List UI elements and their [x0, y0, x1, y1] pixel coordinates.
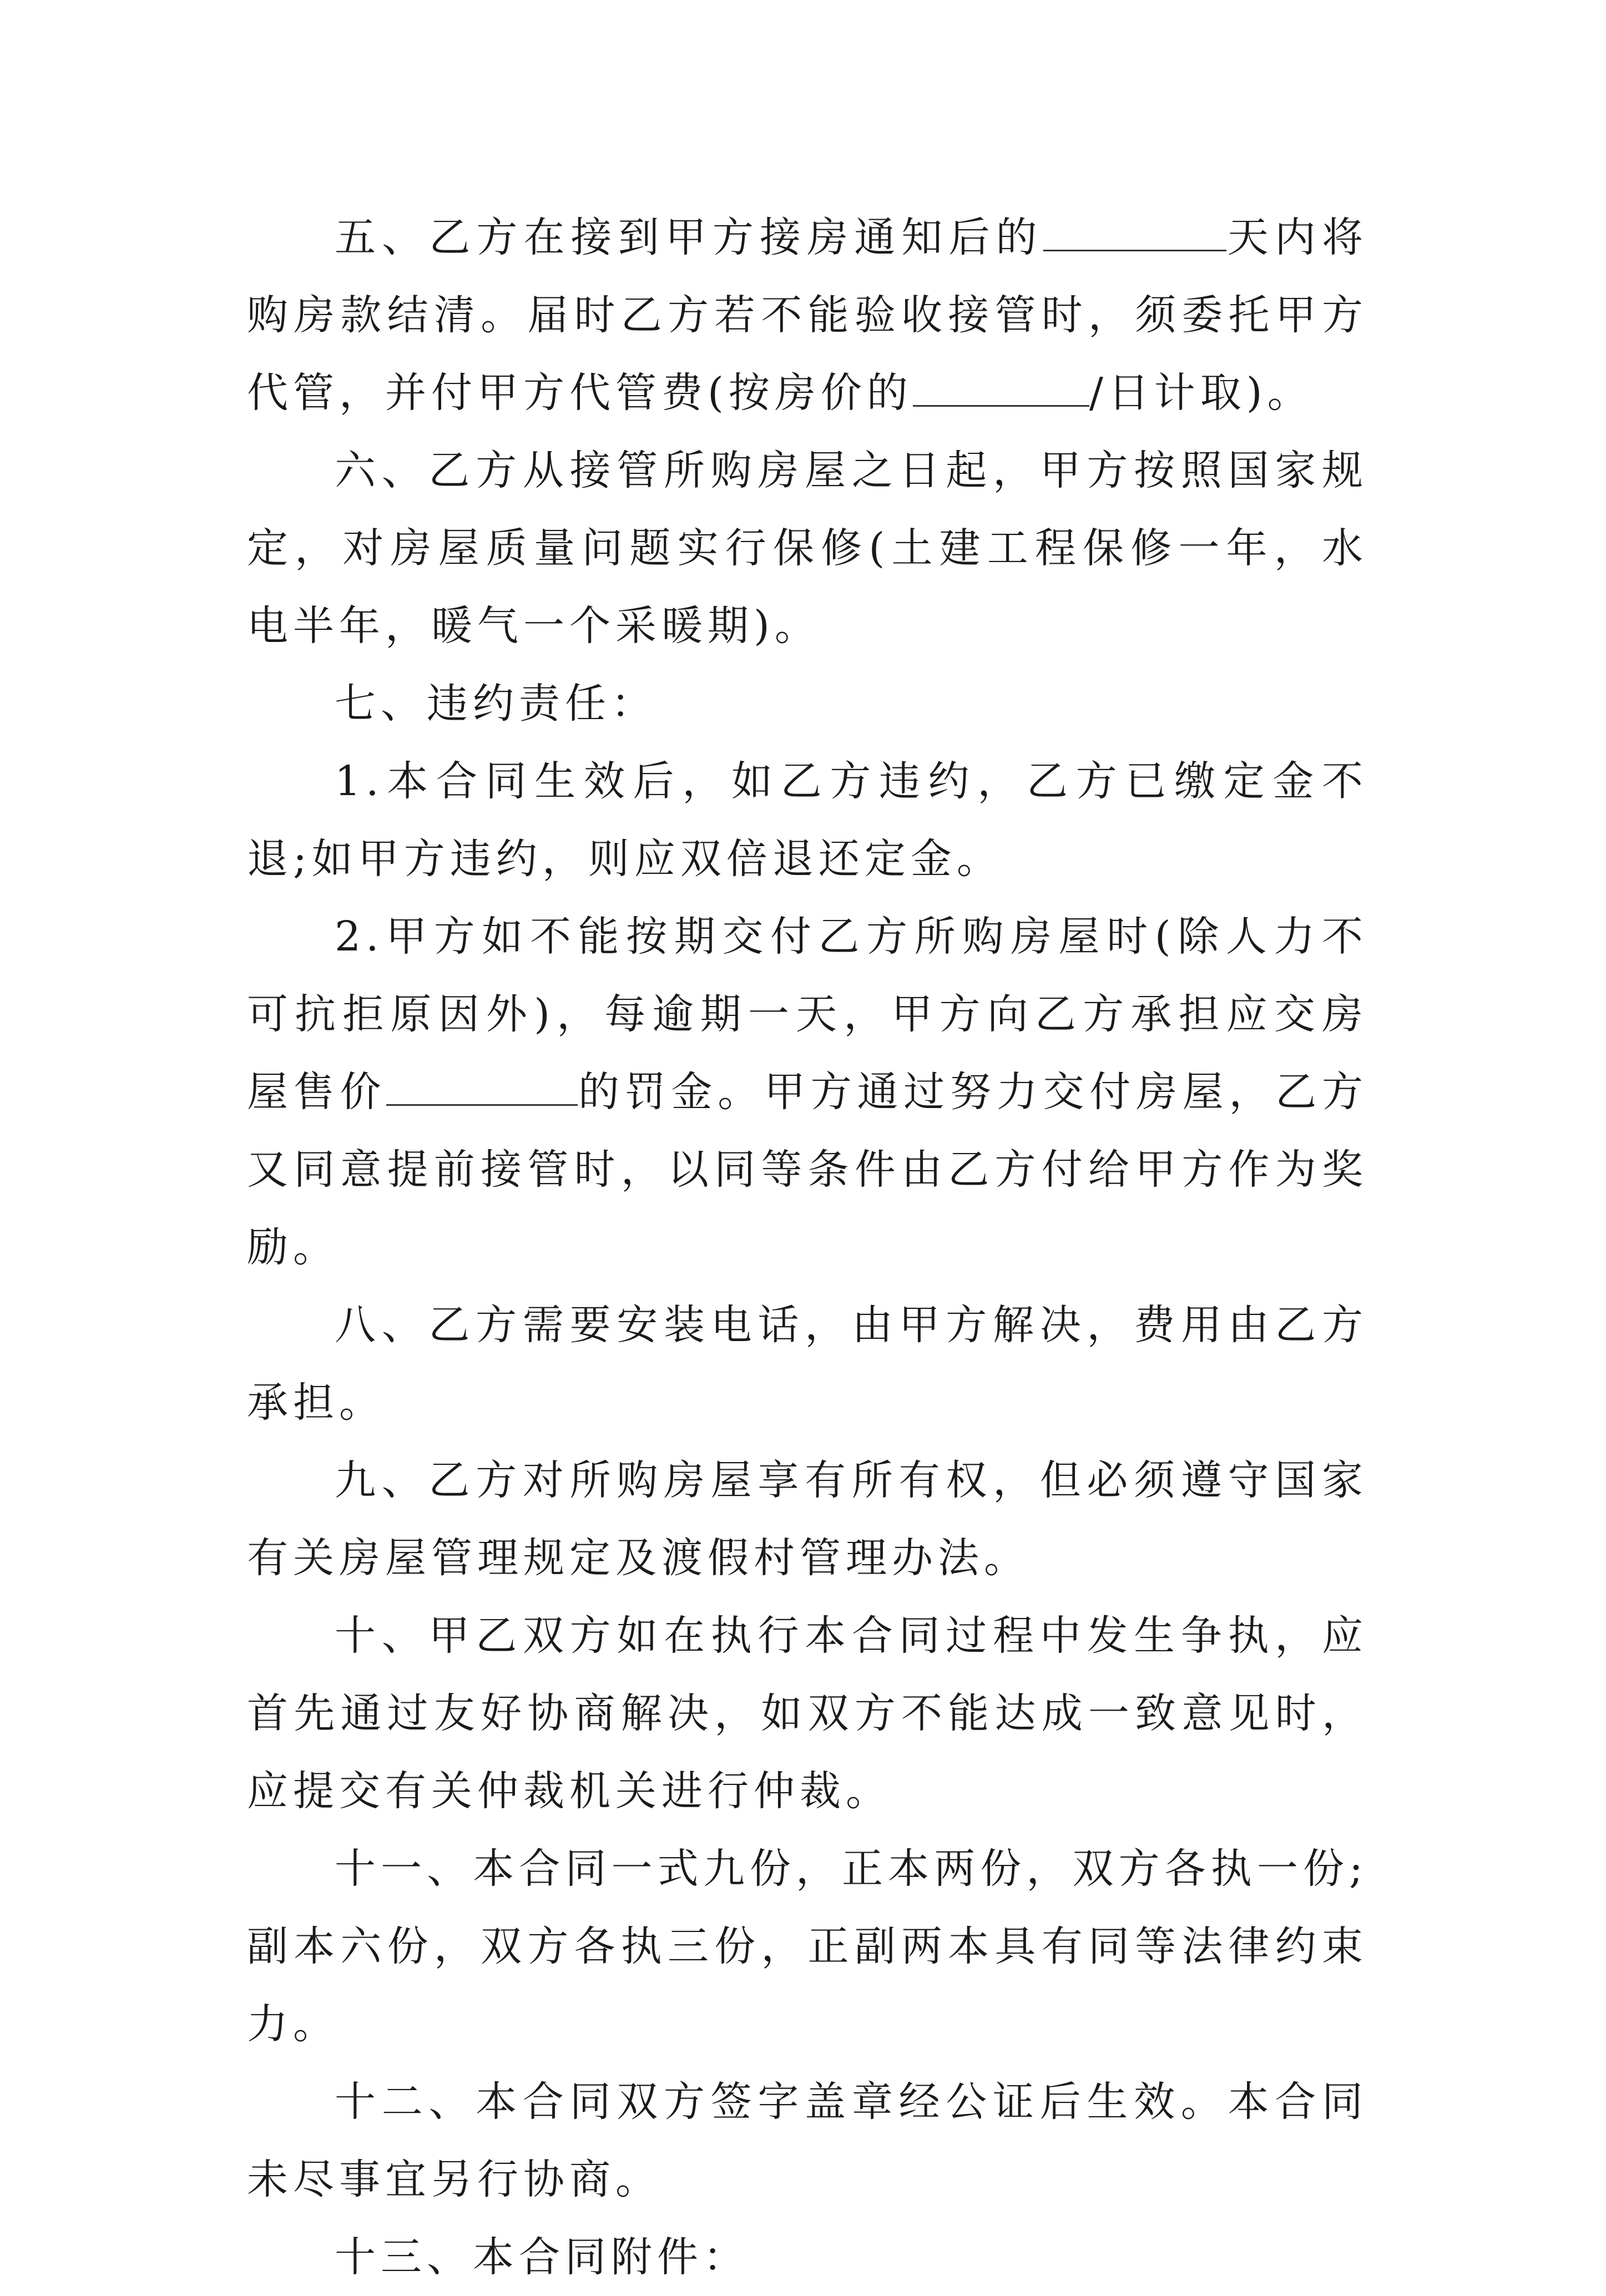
clause-10: 十、甲乙双方如在执行本合同过程中发生争执，应首先通过友好协商解决，如双方不能达成一致意见时，应提交有关仲裁机关进行仲裁。 — [247, 1612, 1368, 1815]
clause-9: 九、乙方对所购房屋享有所有权，但必须遵守国家有关房屋管理规定及渡假村管理办法。 — [247, 1457, 1368, 1582]
clause-7: 七、违约责任： — [335, 680, 657, 727]
clause-7-item-2-text-b: 的罚金。甲方通过努力交付房屋，乙方又同意提前接管时，以同等条件由乙方付给甲方作为奖励。 — [247, 1068, 1368, 1271]
clause-5-text-b: 天内将购房款结清。届时乙方若不能验收接管时，须委托甲方代管，并付甲方代管费(按房价的 — [247, 214, 1368, 417]
blank-penalty — [386, 1069, 578, 1106]
blank-fee-rate — [913, 370, 1089, 407]
clause-6: 六、乙方从接管所购房屋之日起，甲方按照国家规定，对房屋质量问题实行保修(土建工程保修一年，水电半年，暖气一个采暖期)。 — [247, 447, 1368, 650]
clause-13: 十三、本合同附件： — [335, 2233, 749, 2281]
clause-5-text-c: /日计取)。 — [1089, 369, 1314, 417]
blank-days — [1043, 214, 1226, 251]
clause-12: 十二、本合同双方签字盖章经公证后生效。本合同未尽事宜另行协商。 — [247, 2078, 1368, 2203]
clause-5 — [247, 199, 1368, 432]
clause-8: 八、乙方需要安装电话，由甲方解决，费用由乙方承担。 — [247, 1301, 1368, 1427]
clause-7-item-1: 1.本合同生效后，如乙方违约，乙方已缴定金不退;如甲方违约，则应双倍退还定金。 — [247, 757, 1368, 883]
clause-11: 十一、本合同一式九份，正本两份，双方各执一份;副本六份，双方各执三份，正副两本具有同等法律约束力。 — [247, 1845, 1368, 2048]
document-body — [247, 199, 1368, 2296]
clause-5-text-a: 五、乙方在接到甲方接房通知后的 — [335, 214, 1043, 261]
clause-7-item-2-text-a: 2.甲方如不能按期交付乙方所购房屋时(除人力不可抗拒原因外)，每逾期一天，甲方向乙方承担应交房屋售价 — [247, 913, 1368, 1116]
clause-7-item-2 — [247, 898, 1368, 1286]
